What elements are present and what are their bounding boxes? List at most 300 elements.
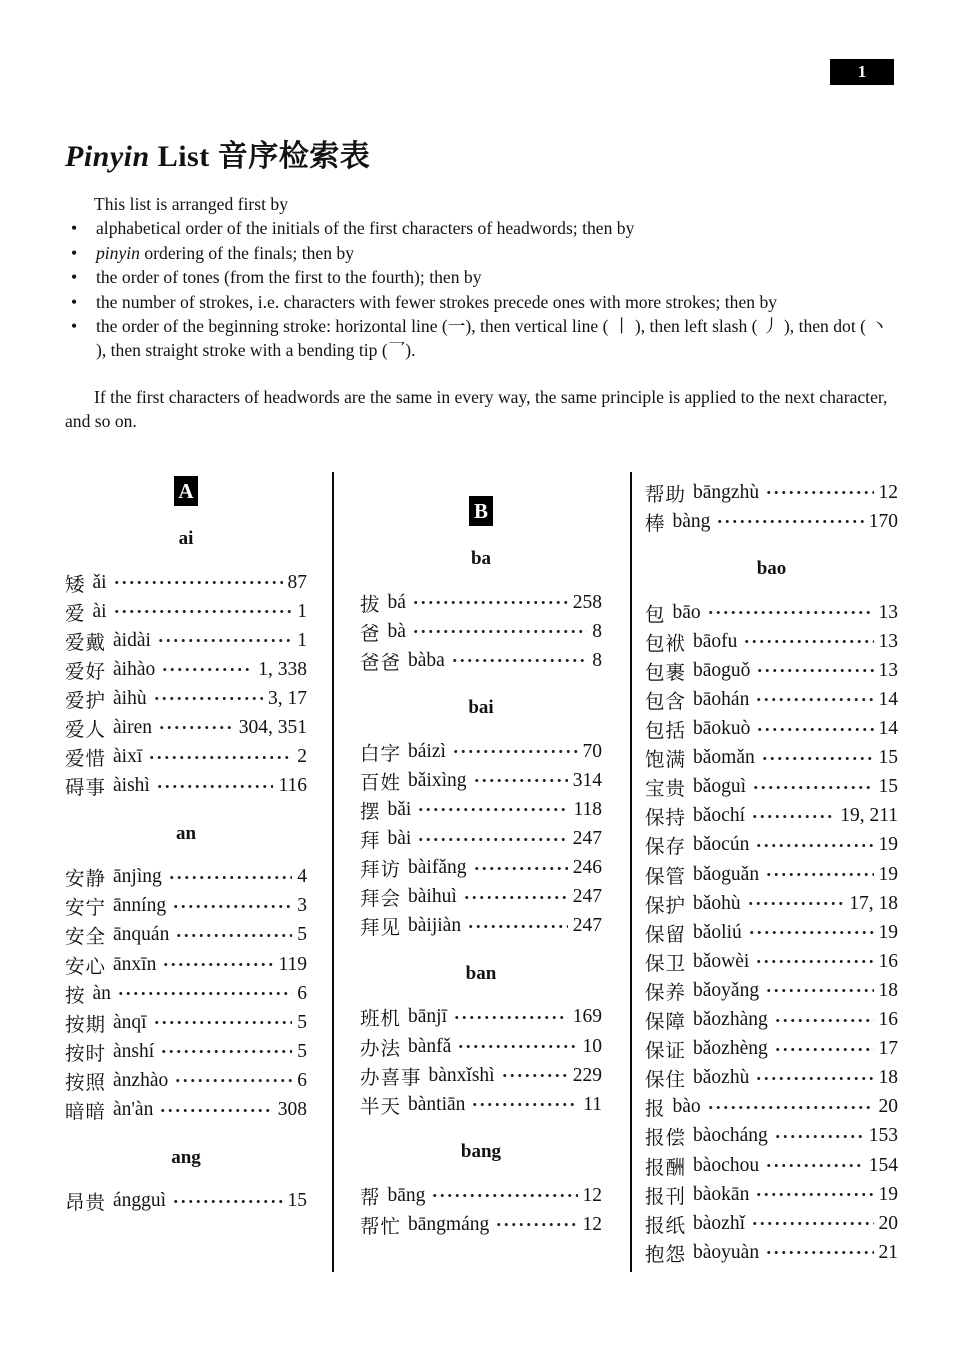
entry-leader-dots — [175, 921, 292, 950]
entry-pinyin: bàocháng — [693, 1125, 768, 1147]
entry-headword: 保证 — [645, 1041, 687, 1063]
entry-page-number: 19, 211 — [840, 805, 898, 827]
entry-page-number: 16 — [878, 1009, 898, 1031]
section-header-ban: ban — [465, 962, 497, 984]
entry-pinyin: bǎi — [387, 799, 412, 821]
entry-pinyin: bāngmáng — [408, 1213, 490, 1235]
entry-page-number: 304, 351 — [238, 717, 307, 739]
entry-row — [65, 772, 307, 801]
entry-leader-dots — [156, 772, 274, 801]
intro-bullet: • alphabetical order of the initials of the first characters of headwords; then by — [65, 216, 898, 240]
entry-row — [645, 507, 898, 536]
entry-leader-dots — [451, 646, 587, 675]
index-columns — [65, 470, 898, 1278]
intro-bullet: • the order of tones (from the first to the fourth); then by — [65, 265, 898, 289]
entry-row — [360, 883, 602, 912]
entry-pinyin: bàozhǐ — [693, 1212, 745, 1234]
entry-row — [645, 656, 898, 685]
entry-page-number: 17, 18 — [849, 892, 898, 914]
entry-headword: 保存 — [645, 837, 687, 859]
entry-leader-dots — [752, 773, 873, 802]
entry-headword: 昂贵 — [65, 1193, 107, 1215]
entry-page-number: 154 — [868, 1154, 898, 1176]
entry-leader-dots — [774, 1122, 864, 1151]
entry-headword: 办法 — [360, 1038, 402, 1060]
entry-leader-dots — [417, 795, 568, 824]
entry-page-number: 153 — [868, 1125, 898, 1147]
entry-headword: 拜会 — [360, 889, 402, 911]
entry-leader-dots — [463, 883, 568, 912]
entry-page-number: 258 — [572, 591, 602, 613]
entry-pinyin: bāo — [672, 601, 701, 623]
entry-leader-dots — [172, 1187, 282, 1216]
closing-paragraph: If the first characters of headwords are the same in every way, the same principle is applied to the next character, and so on. — [65, 386, 888, 432]
entry-headword: 报酬 — [645, 1157, 687, 1179]
entry-page-number: 17 — [878, 1038, 898, 1060]
entry-headword: 保管 — [645, 866, 687, 888]
entry-row — [360, 737, 602, 766]
entry-leader-dots — [755, 831, 873, 860]
entry-headword: 班机 — [360, 1009, 402, 1031]
entry-page-number: 18 — [878, 1067, 898, 1089]
entry-leader-dots — [431, 1181, 577, 1210]
letter-badge-B: B — [469, 496, 493, 526]
entry-headword: 爸爸 — [360, 652, 402, 674]
entry-pinyin: ài — [92, 600, 107, 622]
entry-row — [645, 918, 898, 947]
entry-pinyin: bànxǐshì — [428, 1064, 495, 1086]
entry-leader-dots — [473, 854, 568, 883]
entry-pinyin: àiren — [113, 717, 152, 739]
entry-leader-dots — [747, 889, 845, 918]
entry-leader-dots — [501, 1061, 568, 1090]
entry-headword: 白字 — [360, 743, 402, 765]
entry-headword: 爱好 — [65, 661, 107, 683]
entry-leader-dots — [755, 685, 873, 714]
entry-leader-dots — [755, 947, 873, 976]
entry-row — [360, 617, 602, 646]
entry-row — [645, 1238, 898, 1267]
entry-headword: 保卫 — [645, 953, 687, 975]
entry-page-number: 87 — [287, 571, 307, 593]
entry-row — [645, 1035, 898, 1064]
entry-row — [360, 766, 602, 795]
section-header-an: an — [175, 822, 197, 844]
entry-pinyin: bāng — [387, 1184, 426, 1206]
entry-pinyin: bāoguǒ — [693, 659, 751, 681]
entry-page-number: 118 — [573, 799, 602, 821]
entry-pinyin: bǎowèi — [693, 950, 750, 972]
entry-pinyin: bàntiān — [408, 1093, 466, 1115]
entry-leader-dots — [755, 1180, 873, 1209]
entry-headword: 包裹 — [645, 662, 687, 684]
entry-page-number: 10 — [582, 1035, 602, 1057]
entry-pinyin: àihào — [113, 658, 156, 680]
section-header-bang: bang — [460, 1141, 502, 1163]
entry-pinyin: àishì — [113, 775, 150, 797]
entry-row — [65, 863, 307, 892]
entry-pinyin: bǎoguǎn — [693, 863, 760, 885]
entry-headword: 爱戴 — [65, 632, 107, 654]
entry-pinyin: àn — [92, 982, 111, 1004]
entry-headword: 按 — [65, 985, 86, 1007]
entry-page-number: 3, 17 — [268, 687, 307, 709]
entry-page-number: 1 — [297, 600, 307, 622]
section-header-ang: ang — [171, 1146, 201, 1168]
entry-page-number: 14 — [878, 718, 898, 740]
entry-page-number: 247 — [572, 886, 602, 908]
entry-pinyin: àn'àn — [113, 1099, 154, 1121]
entry-headword: 保留 — [645, 924, 687, 946]
entry-row — [360, 1061, 602, 1090]
intro-lead: This list is arranged first by — [94, 194, 288, 214]
entry-row — [645, 1064, 898, 1093]
entry-headword: 矮 — [65, 574, 86, 596]
column-divider — [332, 472, 334, 1272]
entry-row — [65, 1037, 307, 1066]
entry-pinyin: bǎochí — [693, 805, 745, 827]
entry-page-number: 5 — [297, 1040, 307, 1062]
entry-headword: 爸 — [360, 623, 381, 645]
entry-headword: 保障 — [645, 1012, 687, 1034]
entry-headword: 报偿 — [645, 1128, 687, 1150]
entry-pinyin: bǎoguì — [693, 776, 747, 798]
entry-leader-dots — [113, 568, 283, 597]
intro-bullets — [65, 216, 898, 362]
entry-row — [645, 1006, 898, 1035]
page-title — [65, 131, 370, 175]
page-number-badge — [830, 59, 894, 85]
entry-page-number: 20 — [878, 1096, 898, 1118]
entry-headword: 包 — [645, 604, 666, 626]
entry-pinyin: báizì — [408, 740, 446, 762]
entry-pinyin: bǎoyǎng — [693, 979, 760, 1001]
entry-leader-dots — [412, 588, 568, 617]
entry-row — [645, 1093, 898, 1122]
entry-headword: 爱 — [65, 603, 86, 625]
entry-pinyin: ángguì — [113, 1190, 167, 1212]
entry-pinyin: bāohán — [693, 689, 750, 711]
entry-pinyin: ānquán — [113, 924, 170, 946]
entry-pinyin: bàba — [408, 649, 445, 671]
entry-headword: 报刊 — [645, 1186, 687, 1208]
entry-page-number: 12 — [582, 1213, 602, 1235]
entry-pinyin: bài — [387, 828, 412, 850]
entry-row — [645, 831, 898, 860]
entry-row — [645, 947, 898, 976]
entry-row — [360, 1032, 602, 1061]
entry-pinyin: ānjìng — [113, 866, 162, 888]
entry-pinyin: ānxīn — [113, 953, 157, 975]
entry-pinyin: bàijiàn — [408, 915, 462, 937]
entry-pinyin: bàokān — [693, 1183, 750, 1205]
entry-row — [65, 1187, 307, 1216]
entry-leader-dots — [157, 626, 292, 655]
bullet-italic-word: pinyin — [96, 242, 140, 263]
entry-page-number: 1, 338 — [258, 658, 307, 680]
entry-page-number: 247 — [572, 828, 602, 850]
entry-pinyin: ǎi — [92, 571, 107, 593]
entry-page-number: 247 — [572, 915, 602, 937]
entry-page-number: 19 — [878, 921, 898, 943]
entry-headword: 拜见 — [360, 918, 402, 940]
entry-row — [360, 1090, 602, 1119]
entry-page-number: 314 — [572, 769, 602, 791]
page-number: 1 — [857, 62, 867, 81]
section-header-bao: bao — [756, 558, 787, 580]
entry-page-number: 3 — [297, 895, 307, 917]
title-chinese: 音序检索表 — [217, 140, 371, 173]
entry-leader-dots — [765, 478, 873, 507]
entry-row — [645, 478, 898, 507]
entry-leader-dots — [765, 976, 873, 1005]
section-header-ai: ai — [178, 528, 194, 549]
entry-headword: 保养 — [645, 982, 687, 1004]
entry-leader-dots — [751, 1209, 874, 1238]
entry-headword: 抱怨 — [645, 1244, 687, 1266]
entry-headword: 办喜事 — [360, 1067, 422, 1089]
entry-page-number: 15 — [878, 776, 898, 798]
entry-headword: 暗暗 — [65, 1102, 107, 1124]
entry-headword: 拔 — [360, 594, 381, 616]
entry-pinyin: bàng — [672, 510, 711, 532]
entry-headword: 安静 — [65, 869, 107, 891]
entry-headword: 包袱 — [645, 633, 687, 655]
entry-page-number: 8 — [592, 620, 602, 642]
entry-headword: 报纸 — [645, 1215, 687, 1237]
entry-headword: 按期 — [65, 1014, 107, 1036]
entry-row — [65, 713, 307, 742]
entry-row — [65, 568, 307, 597]
entry-page-number: 19 — [878, 863, 898, 885]
entry-pinyin: bànfǎ — [408, 1035, 452, 1057]
entry-leader-dots — [765, 1238, 873, 1267]
entry-page-number: 4 — [297, 866, 307, 888]
entry-headword: 饱满 — [645, 750, 687, 772]
entry-headword: 包含 — [645, 692, 687, 714]
entry-page-number: 170 — [868, 510, 898, 532]
entry-headword: 包括 — [645, 721, 687, 743]
entry-row — [65, 950, 307, 979]
entry-headword: 碍事 — [65, 778, 107, 800]
entry-page-number: 21 — [878, 1241, 898, 1263]
entry-headword: 爱惜 — [65, 749, 107, 771]
intro-bullet: • pinyin ordering of the finals; then by — [65, 241, 898, 265]
entry-pinyin: bàihuì — [408, 886, 457, 908]
entry-pinyin: bǎozhù — [693, 1067, 750, 1089]
entry-pinyin: àihù — [113, 687, 147, 709]
entry-leader-dots — [756, 656, 873, 685]
entry-leader-dots — [716, 507, 863, 536]
entry-row — [645, 1180, 898, 1209]
entry-row — [65, 684, 307, 713]
entry-headword: 爱人 — [65, 720, 107, 742]
entry-page-number: 308 — [277, 1099, 307, 1121]
entry-page-number: 19 — [878, 1183, 898, 1205]
entry-row — [360, 1210, 602, 1239]
entry-pinyin: ànshí — [113, 1040, 155, 1062]
entry-leader-dots — [765, 860, 873, 889]
entry-page-number: 119 — [278, 953, 307, 975]
bullet-marker: • — [71, 242, 78, 263]
entry-pinyin: bāngzhù — [693, 481, 760, 503]
entry-headword: 按时 — [65, 1043, 107, 1065]
entry-row — [645, 1151, 898, 1180]
entry-leader-dots — [453, 1003, 568, 1032]
entry-page-number: 14 — [878, 689, 898, 711]
entry-leader-dots — [751, 802, 835, 831]
entry-page-number: 18 — [878, 979, 898, 1001]
letter-badge-A: A — [174, 476, 198, 506]
entry-pinyin: ànqī — [113, 1011, 147, 1033]
entry-pinyin: bǎoliú — [693, 921, 742, 943]
entry-leader-dots — [159, 1096, 272, 1125]
entry-page-number: 70 — [582, 740, 602, 762]
entry-pinyin: bà — [387, 620, 406, 642]
entry-leader-dots — [174, 1066, 292, 1095]
entry-page-number: 116 — [278, 775, 307, 797]
entry-pinyin: bá — [387, 591, 406, 613]
entry-page-number: 12 — [878, 481, 898, 503]
entry-row — [65, 1096, 307, 1125]
entry-leader-dots — [160, 1037, 292, 1066]
bullet-marker: • — [71, 218, 78, 239]
entry-headword: 报 — [645, 1099, 666, 1121]
entry-row — [360, 854, 602, 883]
entry-pinyin: bǎomǎn — [693, 747, 755, 769]
entry-leader-dots — [168, 863, 292, 892]
entry-row — [360, 912, 602, 941]
entry-pinyin: bàoyuàn — [693, 1241, 760, 1263]
entry-pinyin: bǎocún — [693, 834, 750, 856]
entry-page-number: 20 — [878, 1212, 898, 1234]
entry-leader-dots — [412, 617, 587, 646]
entry-row — [65, 892, 307, 921]
entry-pinyin: bào — [672, 1096, 701, 1118]
index-column-1 — [65, 470, 307, 1216]
entry-leader-dots — [707, 598, 874, 627]
entry-headword: 保持 — [645, 808, 687, 830]
entry-leader-dots — [113, 597, 293, 626]
entry-leader-dots — [707, 1093, 874, 1122]
entry-row — [360, 646, 602, 675]
entry-pinyin: bǎohù — [693, 892, 741, 914]
entry-leader-dots — [117, 979, 292, 1008]
bullet-marker: • — [71, 267, 78, 288]
entry-leader-dots — [162, 950, 273, 979]
entry-page-number: 5 — [297, 924, 307, 946]
entry-page-number: 5 — [297, 1011, 307, 1033]
section-header-bai: bai — [468, 697, 494, 719]
entry-row — [65, 1008, 307, 1037]
entry-leader-dots — [471, 1090, 578, 1119]
entry-headword: 摆 — [360, 802, 381, 824]
entry-row — [65, 921, 307, 950]
entry-row — [65, 655, 307, 684]
entry-leader-dots — [161, 655, 253, 684]
entry-leader-dots — [473, 766, 568, 795]
entry-headword: 帮 — [360, 1187, 381, 1209]
entry-leader-dots — [148, 743, 292, 772]
entry-pinyin: bǎozhàng — [693, 1009, 768, 1031]
entry-row — [360, 825, 602, 854]
title-pinyin-word: Pinyin — [65, 140, 150, 173]
intro-bullet: • the order of the beginning stroke: horizontal line (一), then vertical line ( 丨 ), then left slash ( 丿 ), then dot ( 丶 ), then straight stroke with a bending tip (乛). — [71, 316, 888, 361]
entry-leader-dots — [755, 1064, 873, 1093]
entry-headword: 安心 — [65, 956, 107, 978]
entry-leader-dots — [153, 684, 263, 713]
entry-row — [645, 715, 898, 744]
bullet-marker: • — [71, 291, 78, 312]
entry-leader-dots — [774, 1006, 874, 1035]
entry-page-number: 13 — [878, 659, 898, 681]
entry-page-number: 6 — [297, 1069, 307, 1091]
entry-pinyin: àixī — [113, 746, 143, 768]
entry-page-number: 1 — [297, 629, 307, 651]
entry-pinyin: bāokuò — [693, 718, 751, 740]
entry-pinyin: bǎixìng — [408, 769, 467, 791]
entry-headword: 帮助 — [645, 484, 687, 506]
entry-row — [645, 773, 898, 802]
entry-pinyin: ànzhào — [113, 1069, 169, 1091]
entry-row — [360, 1181, 602, 1210]
entry-row — [65, 597, 307, 626]
entry-row — [360, 795, 602, 824]
entry-leader-dots — [452, 737, 578, 766]
bullet-marker: • — [71, 316, 78, 337]
entry-headword: 百姓 — [360, 772, 402, 794]
entry-page-number: 6 — [297, 982, 307, 1004]
entry-leader-dots — [761, 744, 874, 773]
entry-leader-dots — [743, 627, 873, 656]
entry-page-number: 2 — [297, 746, 307, 768]
entry-row — [65, 1066, 307, 1095]
entry-row — [645, 889, 898, 918]
entry-page-number: 246 — [572, 857, 602, 879]
entry-headword: 宝贵 — [645, 779, 687, 801]
entry-row — [645, 627, 898, 656]
entry-headword: 半天 — [360, 1096, 402, 1118]
entry-page-number: 11 — [583, 1093, 602, 1115]
entry-row — [360, 588, 602, 617]
entry-pinyin: bàifǎng — [408, 857, 467, 879]
entry-pinyin: bǎozhèng — [693, 1038, 768, 1060]
section-header-ba: ba — [470, 548, 492, 569]
intro-bullet: • the number of strokes, i.e. characters with fewer strokes precede ones with more strokes; then by — [65, 290, 898, 314]
entry-row — [645, 976, 898, 1005]
column-divider — [630, 472, 632, 1272]
index-column-2 — [360, 470, 602, 1240]
entry-leader-dots — [457, 1032, 577, 1061]
entry-page-number: 15 — [287, 1190, 307, 1212]
entry-page-number: 16 — [878, 950, 898, 972]
title-list-word: List — [149, 140, 218, 173]
entry-row — [645, 1122, 898, 1151]
entry-pinyin: ānníng — [113, 895, 167, 917]
entry-row — [645, 802, 898, 831]
intro-block — [65, 192, 898, 434]
entry-row — [645, 860, 898, 889]
entry-headword: 安宁 — [65, 898, 107, 920]
entry-page-number: 13 — [878, 630, 898, 652]
entry-row — [645, 598, 898, 627]
entry-pinyin: bàochou — [693, 1154, 760, 1176]
entry-headword: 拜 — [360, 831, 381, 853]
entry-headword: 棒 — [645, 513, 666, 535]
entry-page-number: 15 — [878, 747, 898, 769]
entry-page-number: 169 — [572, 1006, 602, 1028]
entry-leader-dots — [495, 1210, 577, 1239]
